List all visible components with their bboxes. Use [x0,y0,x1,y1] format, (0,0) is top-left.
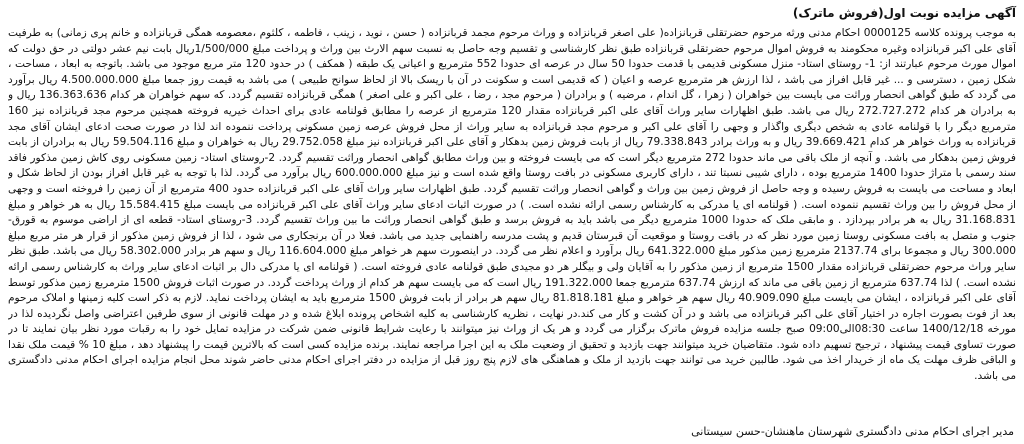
notice-body: به موجب پرونده کلاسه 0000125 احکام مدنی ورثه مرحوم حضرتقلی قربانزاده( علی اصغر قربانزاده و وراث مرحوم مجمد قربانزاده ( حسن ، نوید ، زینب ، فاطمه ، کلثوم ،معصومه همگی قربانزاده و خانم پری زمانی) به طرفیت آقای علی اکبر قربانزاده وغیره محکومند به فروش اموال مرحوم حضرتقلی قربانزاده طبق نظر کارشناسی و تقسیم وجه حاصل به نسبت سهم الارث بین وراث و پرداخت مبلغ 1/500/000ریال بابت نیم عشر دولتی در حق دولت که اموال مورث مرحوم عبارتند از: 1- روستای استاد- منزل مسکونی قدیمی با قدمت حدودا 50 سال در عرصه ای حدودا 552 مترمربع و اعیانی یک طبقه ( همکف ) در حدود 120 متر مربع موجود می باشد. باتوجه به ابعاد ، مساحت ، شکل زمین ، دسترسی و ... غیر قابل افراز می باشد ، لذا ارزش هر مترمربع عرصه و اعیان ( که قدیمی است و سکونت در آن با ریسک بالا از لحاظ سوانح طبیعی ) می باشد به قیمت روز جمعا مبلغ 4.500.000.000 ریال برآورد می گردد که طبق گواهی انحصار وراثت می بایست بین خواهران ( زهرا ، گل اندام ، مرضیه ) و برادران ( مرحوم مجد ، رضا ، علی اکبر و علی اصغر ) همگی قربانزاده تقسیم گردد. که سهم خواهران هر کدام 136.363.636 ریال و به برادران هر کدام 272.727.272 ریال می باشد. طبق اظهارات سایر وراث آقای علی اکبر قربانزاده مقدار 120 مترمربع از عرصه را مطابق قولنامه عادی برای احداث خیریه فروخته همچنین مرحوم مجد قربانزاده نیز 160 مترمربع دیگر را با قولنامه عادی به شخص دیگری واگذار و وجهی را آقای علی اکبر و مرحوم مجد قربانزاده به سایر وراث از محل فروش عرصه زمین مسکونی پرداخت ننموده اند لذا در صورت صحت ادعای ایشان آقای مجد قربانزاده به وراث خواهر هر کدام 39.669.421 ریال و به وراث برادر 79.338.843 ریال از بابت فروش زمین بدهکار و آقای علی اکبر قربانزاده نیز مبلغ 29.752.058 ریال به خواهران و مبلغ 59.504.116 ریال به برادران از بابت فروش زمین بدهکار می باشد. و آنچه از ملک باقی می ماند حدودا 272 مترمربع دیگر است که می بایست فروخته و بین وراث مطابق گواهی انحصار وراثت تقسیم گردد. 2-روستای استاد- زمین مسکونی روی کاش زمین مذکور فاقد سند رسمی با متراژ حدودا 1400 مترمربع بوده ، دارای شیبی نسبتا تند ، دارای کاربری مسکونی در بافت روستا واقع شده است و نیز مبلغ 600.000.000 ریال برآورد می گردد. لذا با توجه به غیر قابل افراز بودن از لحاظ شکل و ابعاد و مساحت می بایست به فروش رسیده و وجه حاصل از فروش زمین بین وراث و گواهی انحصار وراثت تقسیم گردد. طبق اظهارات سایر وراث آقای علی اکبر قربانزاده حدود 400 مترمربع از آن زمین را فروخته است و وجهی از محل فروش را بین وراث تقسیم ننموده است. ( قولنامه ای یا مدرکی به کارشناس رسمی ارائه نشده است. ) در صورت اثبات ادعای سایر وراث آقای علی اکبر قربانزاده می بایست مبلغ 15.584.415 ریال به هر خواهر و مبلغ 31.168.831 ریال به هر برادر بپردازد . و مابقی ملک که حدودا 1000 مترمربع دیگر می باشد باید به فروش برسد و طبق گواهی انحصار وراثت ما بین وراث تقسیم گردد. 3-روستای استاد- قطعه ای از اراضی موسوم به قورق- جنوب و متصل به بافت مسکونی روستا زمین مورد نظر که در بافت روستا و موقعیت آن قبرستان قدیم و پشت مدرسه راهنمایی جدید می باشد. فعلا در آن برنجکاری می شود ، لذا از فروش زمین مذکور از قرار هر متر مربع مبلغ 300.000 ریال و مجموعا برای 2137.74 مترمربع زمین مذکور مبلغ 641.322.000 ریال برآورد و اعلام نظر می گردد. در اینصورت سهم هر خواهر مبلغ 116.604.000 ریال و سهم هر برادر 58.302.000 ریال می باشد. طبق نظر سایر وراث مرحوم حضرتقلی قربانزاده مقدار 1500 مترمربع از زمین مذکور را به آقایان ولی و بیگلر هر دو مجیدی طبق قولنامه عادی فروخته است. ( قولنامه ای یا مدرکی دال بر اثبات ادعای سایر وراث به کارشناس رسمی ارائه نشده است. ) لذا 637.74 مترمربع از زمین باقی می ماند که ارزش 637.74 مترمربع جمعا 191.322.000 ریال است که می بایست سهم هر کدام از وراث پرداخت گردد. در صورت اثبات فروش 1500 مترمربع زمین مذکور توسط آقای علی اکبر قربانزاده ، ایشان می بایست مبلغ 40.909.090 ریال سهم هر خواهر و مبلغ 81.818.181 ریال سهم هر برادر از بابت فروش 1500 مترمربع باید به ایشان پرداخت نماید. لازم به ذکر است کلیه زمینها و املاک مرحوم بعد از فوت بصورت اجاره در اختیار آقای علی اکبر قربانزاده می باشد و در آن کشت و کار می کند.در نهایت ، نظریه کارشناسی به کلیه اشخاص پرونده ابلاغ شده و در مهلت قانونی از سوی طرفین اعتراضی واصل نگردیده لذا در مورخه 1400/12/18 ساعت 08:30الی09:00 صبح جلسه مزایده فروش ماترک برگزار می گردد و هر یک از وراث نیز میتوانند با رعایت شرایط قانونی ضمن شرکت در مزایده تمایل خود را به رقبات مورد نظر بیان نمایند تا در صورت تساوی قیمت پیشنهاد ، ترجیح تسهیم داده شود. متقاضیان خرید میتوانند جهت بازدید و تحقیق از وضعیت ملک به این اجرا مراجعه نمایند. برنده مزایده کسی است که بالاترین قیمت را پیشنهاد دهد ، مبلغ 10 % قیمت ملک نقدا و الباقی ظرف مهلت یک ماه از خریدار اخذ می شود. طالبین خرید می توانند جهت بازدید از ملک و هماهنگی های لازم پنج روز قبل از مزایده در دفتر اجرای احکام مدنی حاضر شوند محل انجام مزایده اجرای احکام مدنی دادگستری می باشد. [8,27,1016,383]
auction-notice [6,2,1018,442]
notice-signature: مدیر اجرای احکام مدنی دادگستری شهرستان ماهنشان-حسن سیستانی [691,425,1014,438]
notice-title: آگهی مزایده نوبت اول(فروش ماترک) [792,6,1016,20]
